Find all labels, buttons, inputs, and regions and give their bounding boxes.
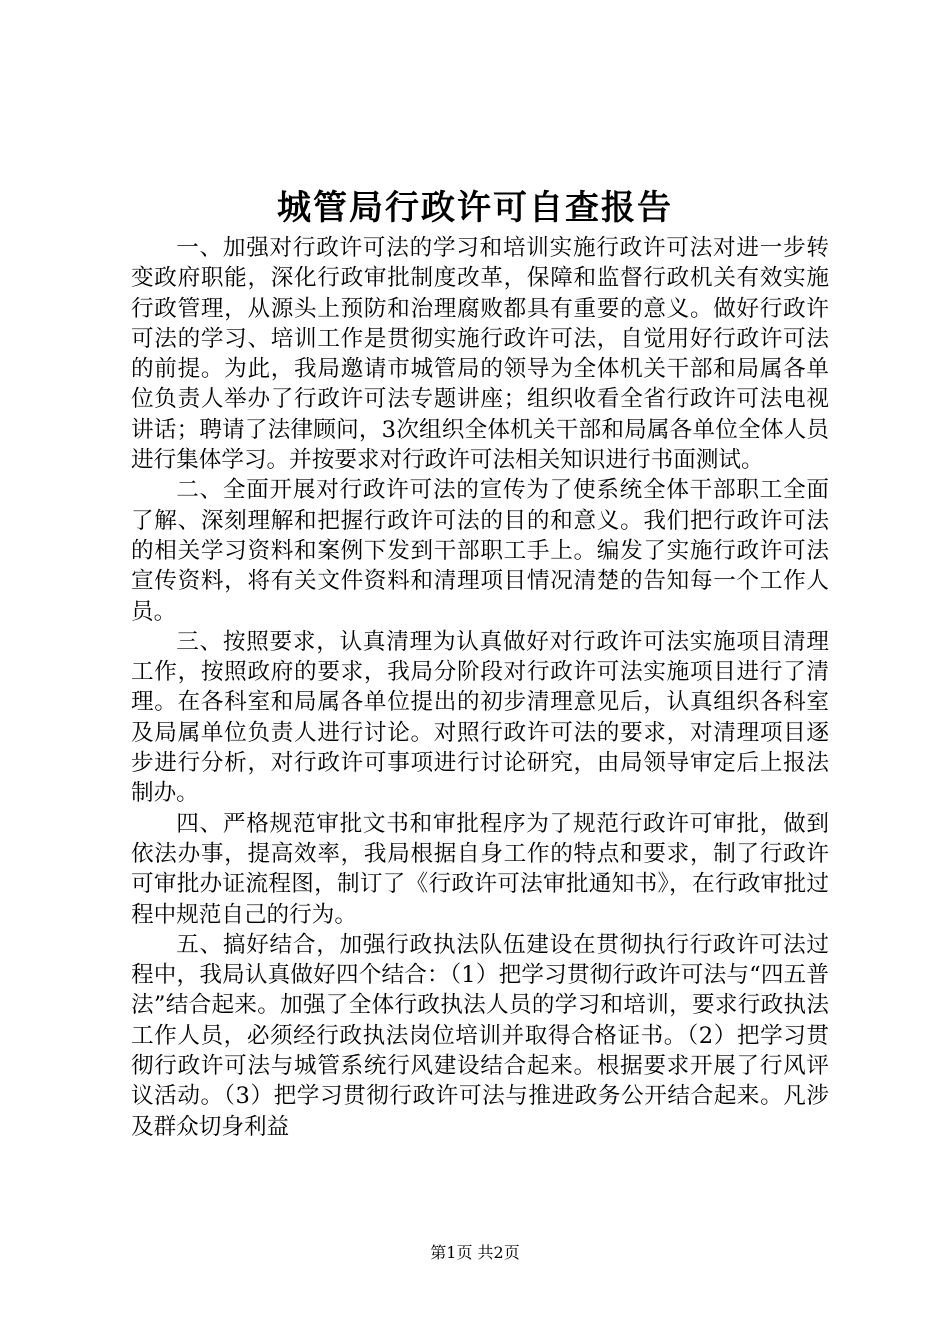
paragraph-4: 四、严格规范审批文书和审批程序为了规范行政许可审批，做到依法办事，提高效率，我局根据自身工作的特点和要求，制了行政许可审批办证流程图，制订了《行政许可法审批通知书》，在行政审批过程中规范自己的行为。	[131, 810, 829, 928]
paragraph-5: 五、搞好结合，加强行政执法队伍建设在贯彻执行行政许可法过程中，我局认真做好四个结合：（1）把学习贯彻行政许可法与“四五普法”结合起来。加强了全体行政执法人员的学习和培训，要求行政执法工作人员，必须经行政执法岗位培训并取得合格证书。（2）把学习贯彻行政许可法与城管系统行风建设结合起来。根据要求开展了行风评议活动。（3）把学习贯彻行政许可法与推进政务公开结合起来。凡涉及群众切身利益	[131, 931, 829, 1140]
paragraph-3: 三、按照要求，认真清理为认真做好对行政许可法实施项目清理工作，按照政府的要求，我局分阶段对行政许可法实施项目进行了清理。在各科室和局属各单位提出的初步清理意见后，认真组织各科室及局属单位负责人进行讨论。对照行政许可法的要求，对清理项目逐步进行分析，对行政许可事项进行讨论研究，由局领导审定后上报法制办。	[131, 628, 829, 807]
document-title: 城管局行政许可自查报告	[277, 188, 673, 228]
document-body	[131, 233, 829, 1142]
paragraph-1: 一、加强对行政许可法的学习和培训实施行政许可法对进一步转变政府职能，深化行政审批制度改革，保障和监督行政机关有效实施行政管理，从源头上预防和治理腐败都具有重要的意义。做好行政许可法的学习、培训工作是贯彻实施行政许可法，自觉用好行政许可法的前提。为此，我局邀请市城管局的领导为全体机关干部和局属各单位负责人举办了行政许可法专题讲座；组织收看全省行政许可法电视讲话；聘请了法律顾问，3次组织全体机关干部和局属各单位全体人员进行集体学习。并按要求对行政许可法相关知识进行书面测试。	[131, 235, 829, 474]
page-number-footer: 第1页 共2页	[430, 1243, 520, 1262]
paragraph-2: 二、全面开展对行政许可法的宣传为了使系统全体干部职工全面了解、深刻理解和把握行政许可法的目的和意义。我们把行政许可法的相关学习资料和案例下发到干部职工手上。编发了实施行政许可法宣传资料，将有关文件资料和清理项目情况清楚的告知每一个工作人员。	[131, 477, 829, 625]
